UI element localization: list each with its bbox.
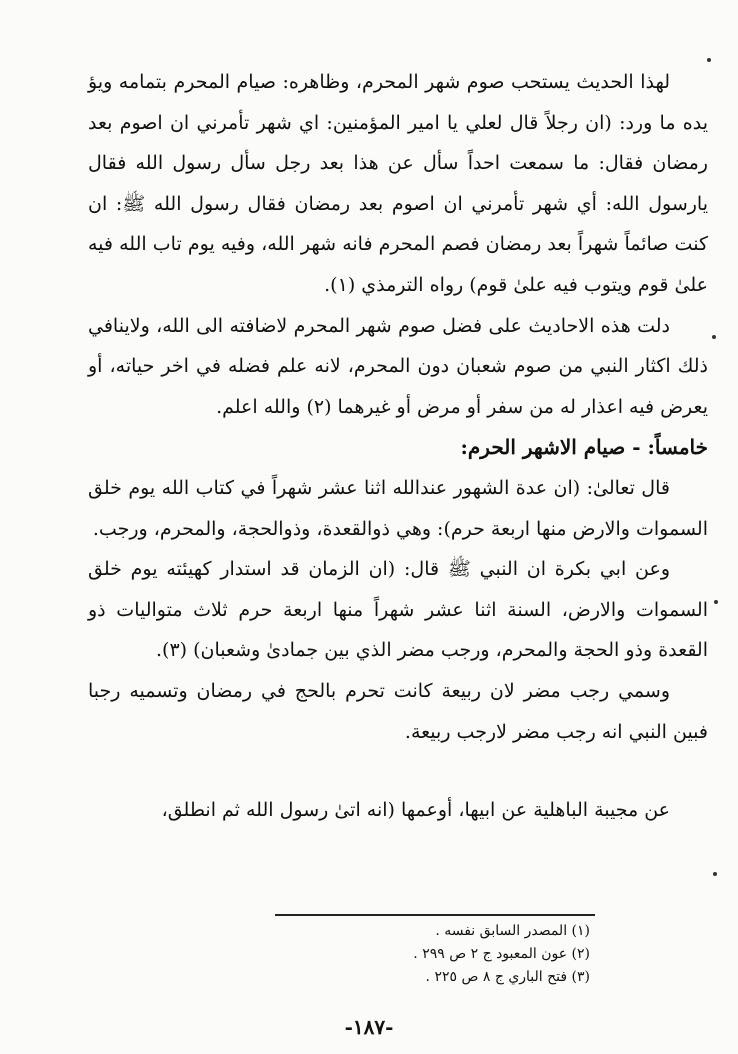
scan-speck [713,872,717,876]
footnotes [300,920,590,989]
paragraph-quran-verse: قال تعالىٰ: (ان عدة الشهور عندالله اثنا عشر شهراً في كتاب الله يوم خلق السموات والارض منها اربعة حرم): وهي ذوالقعدة، وذوالحجة، والمحرم، ورجب. [88,476,708,540]
footnote-separator [275,914,595,916]
paragraph-rajab-mudar: وسمي رجب مضر لان ربيعة كانت تحرم بالحج في رمضان وتسميه رجبا فبين النبي انه رجب مضر لارجب ربيعة. [88,679,708,743]
footnote-3: (٣) فتح الباري ج ٨ ص ٢٢٥ . [425,969,590,985]
footnote-2: (٢) عون المعبود ج ٢ ص ٢٩٩ . [413,946,590,962]
paragraph-mujiba-bahiliya: عن مجيبة الباهلية عن ابيها، أوعمها (انه اتىٰ رسول الله ثم انطلق، [161,799,670,822]
main-text [88,62,708,831]
scan-speck [712,335,716,339]
scan-speck [714,600,718,604]
scan-speck [707,58,711,62]
paragraph-fasting-muharram: لهذا الحديث يستحب صوم شهر المحرم، وظاهره: صيام المحرم بتمامه ويؤ يده ما ورد: (ان رجلاً قال لعلي يا امير المؤمنين: اي شهر تأمرني ان اصوم بعد رمضان فقال: ما سمعت احداً سأل عن هذا بعد رجل سأل رسول الله فقال يارسول الله: أي شهر تأمرني ان اصوم بعد رمضان فقال رسول الله ﷺ: ان كنت صائماً شهراً بعد رمضان فصم المحرم فانه شهر الله، وفيه يوم تاب الله فيه علىٰ قوم ويتوب فيه علىٰ قوم) رواه الترمذي (١). [88,71,708,296]
page-number: -١٨٧- [344,1015,394,1039]
section-heading-sacred-months: خامساً: - صيام الاشهر الحرم: [460,435,708,460]
paragraph-abu-bakra-hadith: وعن ابي بكرة ان النبي ﷺ قال: (ان الزمان قد استدار كهيئته يوم خلق السموات والارض، السنة اثنا عشر شهراً منها اربعة حرم ثلاث متواليات ذو القعدة وذو الحجة والمحرم، ورجب مضر الذي بين جمادىٰ وشعبان) (٣). [88,558,708,662]
footnote-1: (١) المصدر السابق نفسه . [435,923,590,939]
paragraph-hadith-evidence: دلت هذه الاحاديث على فضل صوم شهر المحرم لاضافته الى الله، ولاينافي ذلك اكثار النبي من صوم شعبان دون المحرم، لانه علم فضله في اخر حياته، أو يعرض فيه اعذار له من سفر أو مرض أو غيرهما (٢) والله اعلم. [88,314,708,418]
